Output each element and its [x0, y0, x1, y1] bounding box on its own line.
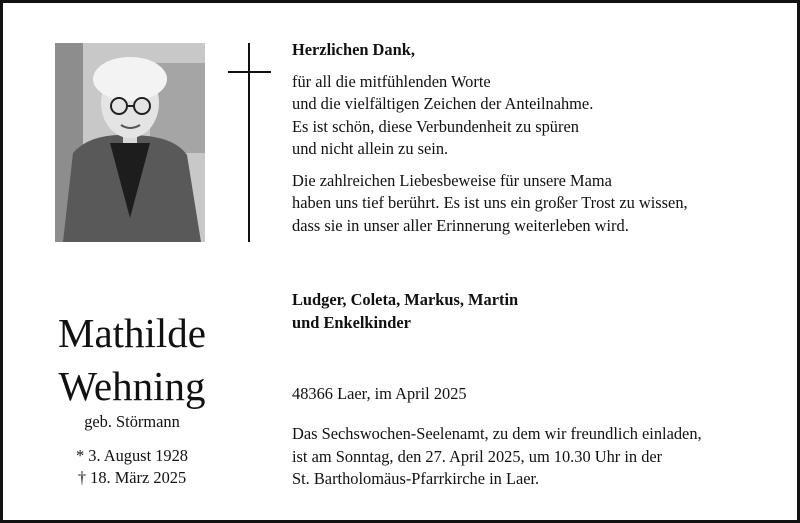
message-paragraph-1: für all die mitfühlenden Worte und die vielfältigen Zeichen der Anteilnahme. Es ist schön, diese Verbundenheit zu spüren und nicht allein zu sein. — [292, 71, 594, 158]
family-signature — [292, 289, 772, 334]
greeting: Herzlichen Dank, — [292, 40, 415, 59]
portrait-photo-icon — [55, 43, 205, 242]
thanks-message — [292, 39, 772, 237]
last-name: Wehning — [58, 363, 206, 409]
cross-icon-bar — [228, 71, 271, 73]
place-date — [292, 383, 772, 406]
maiden-name: geb. Störmann — [84, 412, 180, 431]
service-notice — [292, 423, 772, 491]
family-line-1: Ludger, Coleta, Markus, Martin — [292, 290, 519, 309]
service-notice-text: Das Sechswochen-Seelenamt, zu dem wir freundlich einladen, ist am Sonntag, den 27. April 2025, um 10.30 Uhr in der St. Bartholomäus-Pfarrkirche in Laer. — [292, 424, 702, 488]
message-paragraph-2: Die zahlreichen Liebesbeweise für unsere Mama haben uns tief berührt. Es ist uns ein großer Trost zu wissen, dass sie in unser aller Erinnerung weiterleben wird. — [292, 170, 688, 235]
birth-date: * 3. August 1928 — [75, 446, 188, 465]
family-line-2: und Enkelkinder — [292, 312, 411, 332]
first-name: Mathilde — [57, 310, 207, 356]
place-date-text: 48366 Laer, im April 2025 — [292, 384, 467, 403]
death-date: † 18. März 2025 — [77, 468, 187, 487]
